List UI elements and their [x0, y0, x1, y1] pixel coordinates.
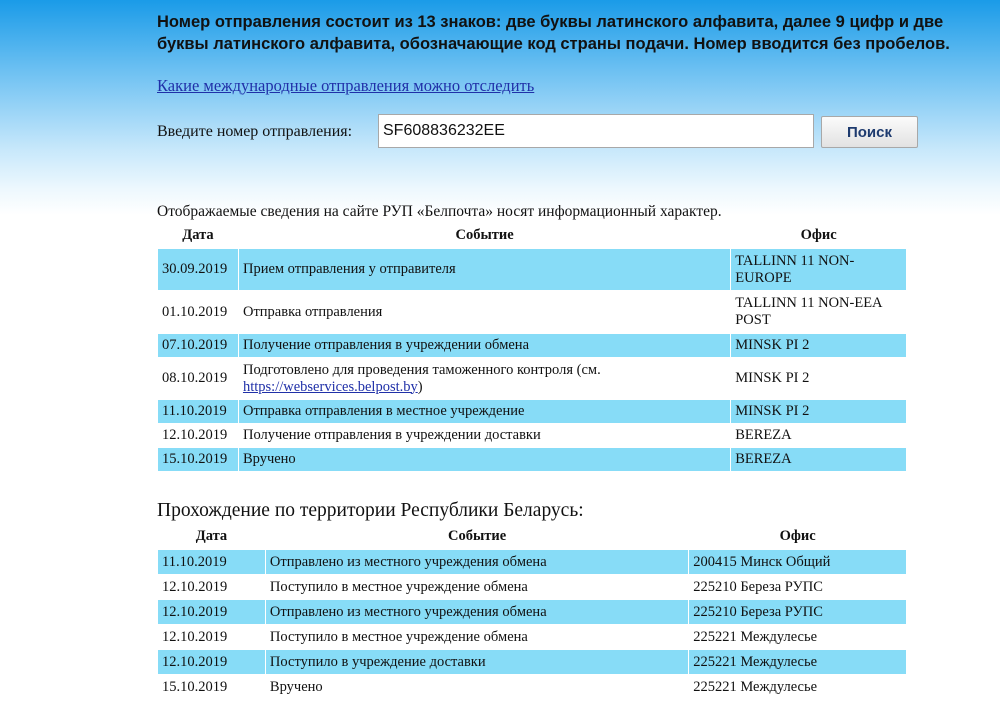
events-table: [157, 222, 907, 472]
row-event: Поступило в местное учреждение обмена: [265, 575, 688, 600]
row-office: BEREZA: [731, 448, 907, 472]
row-office: MINSK PI 2: [731, 400, 907, 424]
row-event: [238, 358, 730, 400]
row-office: 225210 Береза РУПС: [689, 600, 907, 625]
row-date: 11.10.2019: [158, 550, 266, 575]
row-event: Вручено: [265, 675, 688, 700]
row-date: 12.10.2019: [158, 650, 266, 675]
row-office: 225221 Междулесье: [689, 650, 907, 675]
row-event-suffix: ): [417, 378, 423, 395]
row-office: 225221 Междулесье: [689, 625, 907, 650]
row-event: Отправлено из местного учреждения обмена: [265, 550, 688, 575]
row-office: 225210 Береза РУПС: [689, 575, 907, 600]
column-header-event: Событие: [238, 223, 730, 249]
row-event: Получение отправления в учреждении обмена: [238, 334, 730, 358]
row-date: 11.10.2019: [158, 400, 239, 424]
row-office: TALLINN 11 NON-EUROPE: [731, 249, 907, 291]
row-event: Поступило в местное учреждение обмена: [265, 625, 688, 650]
table-header-row: [158, 524, 907, 550]
table-row: [158, 358, 907, 400]
row-event: Отправлено из местного учреждения обмена: [265, 600, 688, 625]
table-row: [158, 291, 907, 334]
search-label: Введите номер отправления:: [157, 123, 353, 140]
row-office: MINSK PI 2: [731, 358, 907, 400]
row-date: 01.10.2019: [158, 291, 239, 334]
row-date: 12.10.2019: [158, 424, 239, 448]
row-event: Поступило в учреждение доставки: [265, 650, 688, 675]
row-office: BEREZA: [731, 424, 907, 448]
column-header-date: Дата: [158, 524, 266, 550]
table-row: [158, 334, 907, 358]
belarus-table: [157, 523, 907, 700]
tracking-number-notice: Номер отправления состоит из 13 знаков: две буквы латинского алфавита, далее 9 цифр и две буквы латинского алфавита, обозначающие код страны подачи. Номер вводится без пробелов.: [157, 13, 950, 53]
row-date: 30.09.2019: [158, 249, 239, 291]
column-header-office: Офис: [689, 524, 907, 550]
row-date: 08.10.2019: [158, 358, 239, 400]
column-header-date: Дата: [158, 223, 239, 249]
row-event: Получение отправления в учреждении доставки: [238, 424, 730, 448]
row-office: TALLINN 11 NON-EEA POST: [731, 291, 907, 334]
table-row: [158, 600, 907, 625]
international-tracking-link[interactable]: Какие международные отправления можно отследить: [157, 76, 535, 95]
row-date: 15.10.2019: [158, 448, 239, 472]
table-row: [158, 424, 907, 448]
row-office: 200415 Минск Общий: [689, 550, 907, 575]
disclaimer-text: Отображаемые сведения на сайте РУП «Белпочта» носят информационный характер.: [157, 203, 722, 220]
column-header-office: Офис: [731, 223, 907, 249]
tracking-number-input[interactable]: [378, 114, 814, 148]
row-date: 12.10.2019: [158, 575, 266, 600]
row-date: 07.10.2019: [158, 334, 239, 358]
table-row: [158, 675, 907, 700]
table-row: [158, 400, 907, 424]
table-row: [158, 650, 907, 675]
belpost-webservices-link[interactable]: https://webservices.belpost.by: [242, 378, 418, 395]
row-event: Отправка отправления в местное учреждение: [238, 400, 730, 424]
row-event: Прием отправления у отправителя: [238, 249, 730, 291]
row-date: 12.10.2019: [158, 625, 266, 650]
row-office: 225221 Междулесье: [689, 675, 907, 700]
table-row: [158, 249, 907, 291]
search-button[interactable]: Поиск: [821, 116, 918, 148]
belarus-section-title: Прохождение по территории Республики Беларусь:: [157, 500, 584, 521]
row-date: 15.10.2019: [158, 675, 266, 700]
row-event-text: Подготовлено для проведения таможенного контроля (см.: [242, 361, 601, 378]
row-event: Вручено: [238, 448, 730, 472]
row-date: 12.10.2019: [158, 600, 266, 625]
table-row: [158, 550, 907, 575]
table-row: [158, 575, 907, 600]
table-row: [158, 625, 907, 650]
table-header-row: [158, 223, 907, 249]
row-office: MINSK PI 2: [731, 334, 907, 358]
table-row: [158, 448, 907, 472]
column-header-event: Событие: [265, 524, 688, 550]
row-event: Отправка отправления: [238, 291, 730, 334]
